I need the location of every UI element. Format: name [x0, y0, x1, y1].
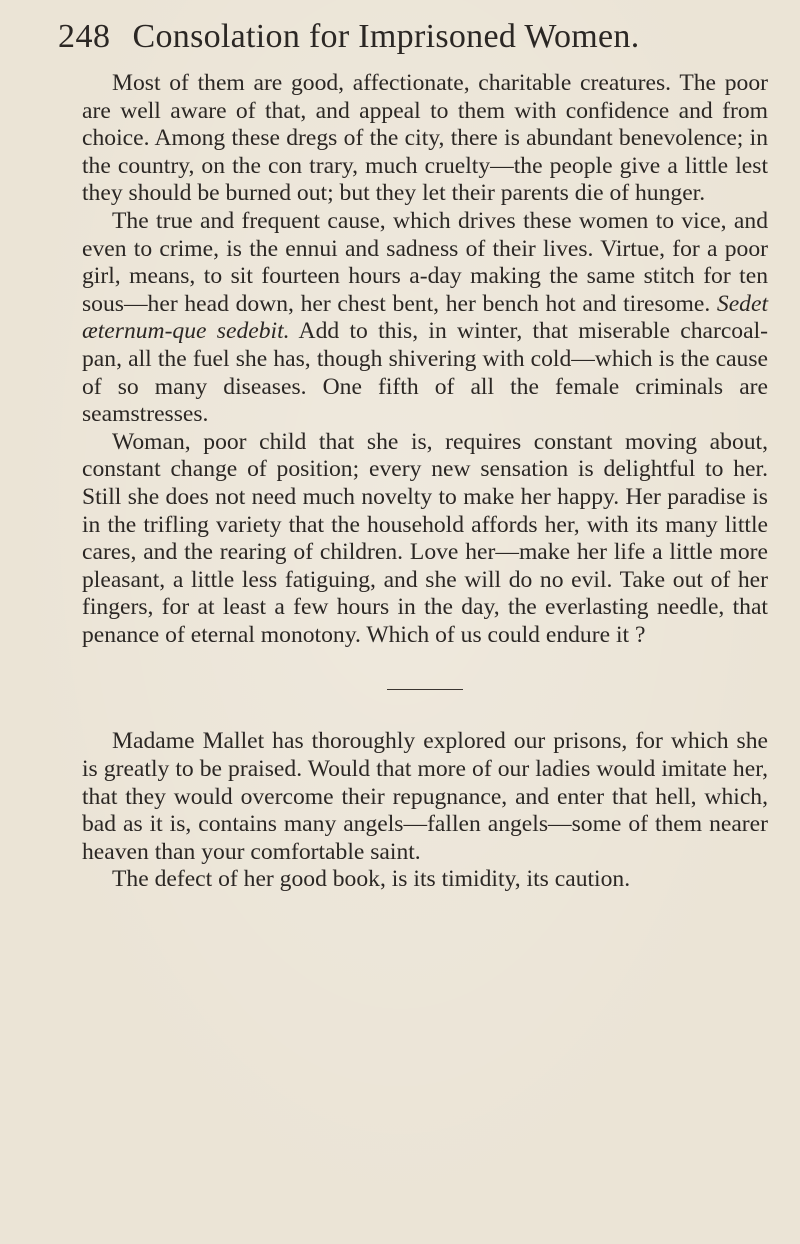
paragraph-2-text-a: The true and frequent cause, which drives these women to vice, and even to crime, is the ennui and sadness of their lives. Virtue, for a poor girl, means, to sit fourteen hours a-day making the same stitch for ten sous—her head down, her chest bent, her bench hot and tiresome. — [82, 207, 768, 317]
paragraph-2 — [82, 208, 768, 429]
body-text — [82, 70, 768, 894]
paragraph-5: The defect of her good book, is its timidity, its caution. — [112, 866, 631, 893]
paragraph-4: Madame Mallet has thoroughly explored our prisons, for which she is greatly to be praised. Would that more of our ladies would imitate her, that they would overcome their repugnance, and enter that hell, which, bad as it is, contains many angels—fallen angels—some of them nearer heaven than your comfortable saint. — [82, 728, 768, 865]
section-divider — [387, 689, 463, 690]
page-number: 248 — [58, 18, 111, 55]
latin-quotation: Sedet æternum-que sedebit. — [82, 290, 768, 345]
running-head — [58, 18, 778, 62]
paragraph-1: Most of them are good, affectionate, charitable creatures. The poor are well aware of that, and appeal to them with confidence and from choice. Among these dregs of the city, there is abundant benevolence; in the country, on the con trary, much cruelty—the people give a little lest they should be burned out; but they let their parents die of hunger. — [82, 70, 768, 207]
paragraph-3: Woman, poor child that she is, requires constant moving about, constant change of position; every new sensation is delightful to her. Still she does not need much novelty to make her happy. Her paradise is in the trifling variety that the household affords her, with its many little cares, and the rearing of children. Love her—make her life a little more pleasant, a little less fatiguing, and she will do no evil. Take out of her fingers, for at least a few hours in the day, the everlasting needle, that penance of eternal monotony. Which of us could endure it ? — [82, 428, 768, 648]
running-title: Consolation for Imprisoned Women. — [132, 18, 640, 55]
paragraph-2-text-b: Add to this, in winter, that miserable charcoal-pan, all the fuel she has, though shivering with cold—which is the cause of so many diseases. One fifth of all the female criminals are seamstresses. — [82, 318, 768, 428]
